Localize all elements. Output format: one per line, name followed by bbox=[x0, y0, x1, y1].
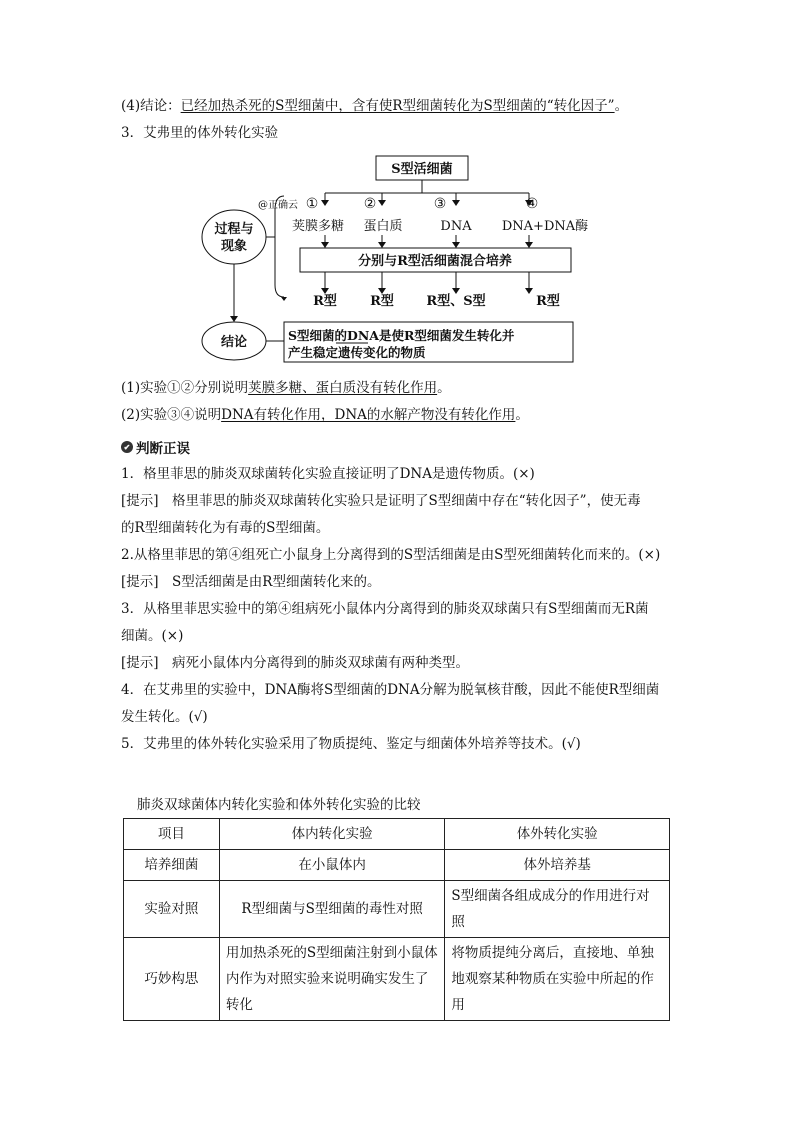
table-cell: 培养细菌 bbox=[124, 850, 220, 881]
conclusion-label: 结论 bbox=[220, 335, 248, 350]
note-2-text: DNA有转化作用，DNA的水解产物没有转化作用 bbox=[221, 407, 516, 423]
process-label-1: 过程与 bbox=[214, 222, 254, 237]
table-header-cell: 体外转化实验 bbox=[445, 819, 670, 850]
table-cell: 巧妙构思 bbox=[124, 938, 220, 1021]
judge-tag-label: 判断正误 bbox=[136, 441, 190, 457]
mix-box-label: 分别与R型活细菌混合培养 bbox=[358, 254, 512, 269]
substance-4: DNA+DNA酶 bbox=[501, 219, 589, 234]
conclusion-4-end: 。 bbox=[614, 98, 629, 114]
table-cell: 体外培养基 bbox=[445, 850, 670, 881]
conclusion-line-1: S型细菌的DNA是使R型细菌发生转化并 bbox=[288, 328, 515, 343]
check-circle-icon: ✔ bbox=[121, 441, 133, 453]
substance-1: 荚膜多糖 bbox=[291, 219, 345, 234]
substance-2: 蛋白质 bbox=[363, 219, 403, 234]
note-1-prefix: (1)实验①②分别说明 bbox=[121, 380, 249, 396]
judge-line-1: 1．格里菲思的肺炎双球菌转化实验直接证明了DNA是遗传物质。(×) bbox=[121, 466, 535, 482]
table-header-row bbox=[124, 819, 670, 850]
note-1 bbox=[121, 378, 451, 398]
table-caption: 肺炎双球菌体内转化实验和体外转化实验的比较 bbox=[137, 797, 421, 813]
conclusion-4-prefix: (4)结论： bbox=[121, 98, 181, 114]
note-2 bbox=[121, 405, 529, 425]
table-cell: S型细菌各组成成分的作用进行对照 bbox=[445, 881, 670, 938]
table-row bbox=[124, 881, 670, 938]
table-cell: 用加热杀死的S型细菌注射到小鼠体内作为对照实验来说明确实发生了转化 bbox=[219, 938, 445, 1021]
judge-line-3: 的R型细菌转化为有毒的S型细菌。 bbox=[121, 520, 330, 536]
note-2-prefix: (2)实验③④说明 bbox=[121, 407, 222, 423]
conclusion-line-2: 产生稳定遗传变化的物质 bbox=[288, 345, 426, 360]
process-ellipse bbox=[202, 210, 266, 264]
table-cell: 在小鼠体内 bbox=[219, 850, 445, 881]
result-4: R型 bbox=[536, 294, 560, 309]
judge-line-7: 细菌。(×) bbox=[121, 628, 184, 644]
judge-line-2: [提示] 格里菲思的肺炎双球菌转化实验只是证明了S型细菌中存在“转化因子”，使无毒 bbox=[121, 493, 641, 509]
table-cell: R型细菌与S型细菌的毒性对照 bbox=[219, 881, 445, 938]
table-row bbox=[124, 850, 670, 881]
judge-line-11: 5．艾弗里的体外转化实验采用了物质提纯、鉴定与细菌体外培养等技术。(√) bbox=[121, 736, 581, 752]
num-1: ① bbox=[305, 196, 319, 212]
table-header-cell: 体内转化实验 bbox=[219, 819, 445, 850]
result-3: R型、S型 bbox=[426, 294, 486, 309]
result-2: R型 bbox=[370, 294, 394, 309]
note-2-end: 。 bbox=[515, 407, 529, 423]
avery-experiment-diagram bbox=[0, 0, 794, 380]
comparison-table bbox=[123, 818, 670, 1021]
table-row bbox=[124, 938, 670, 1021]
note-1-text: 荚膜多糖、蛋白质没有转化作用 bbox=[248, 380, 438, 396]
result-1: R型 bbox=[313, 294, 337, 309]
judge-line-10: 发生转化。(√) bbox=[121, 709, 208, 725]
section-3-heading: 3．艾弗里的体外转化实验 bbox=[121, 125, 279, 141]
num-2: ② bbox=[363, 196, 377, 212]
process-label-2: 现象 bbox=[220, 239, 248, 254]
num-3: ③ bbox=[433, 196, 447, 212]
table-cell: 将物质提纯分离后，直接地、单独地观察某种物质在实验中所起的作用 bbox=[445, 938, 670, 1021]
judge-line-4: 2.从格里菲思的第④组死亡小鼠身上分离得到的S型活细菌是由S型死细菌转化而来的。(×) bbox=[121, 547, 661, 563]
judge-line-8: [提示] 病死小鼠体内分离得到的肺炎双球菌有两种类型。 bbox=[121, 655, 470, 671]
note-1-end: 。 bbox=[437, 380, 451, 396]
table-header-cell: 项目 bbox=[124, 819, 220, 850]
table-cell: 实验对照 bbox=[124, 881, 220, 938]
num-4: ④ bbox=[525, 196, 539, 212]
conclusion-4-text: 已经加热杀死的S型细菌中，含有使R型细菌转化为S型细菌的“转化因子” bbox=[180, 98, 615, 114]
judge-section-tag bbox=[121, 437, 190, 457]
watermark: @正确云 bbox=[258, 200, 298, 211]
judge-line-5: [提示] S型活细菌是由R型细菌转化来的。 bbox=[121, 574, 381, 590]
substance-3: DNA bbox=[440, 219, 472, 234]
judge-line-9: 4．在艾弗里的实验中，DNA酶将S型细菌的DNA分解为脱氧核苷酸，因此不能使R型细菌 bbox=[121, 682, 660, 698]
judge-line-6: 3．从格里菲思实验中的第④组病死小鼠体内分离得到的肺炎双球菌只有S型细菌而无R菌 bbox=[121, 601, 649, 617]
top-box-label: S型活细菌 bbox=[391, 162, 453, 177]
